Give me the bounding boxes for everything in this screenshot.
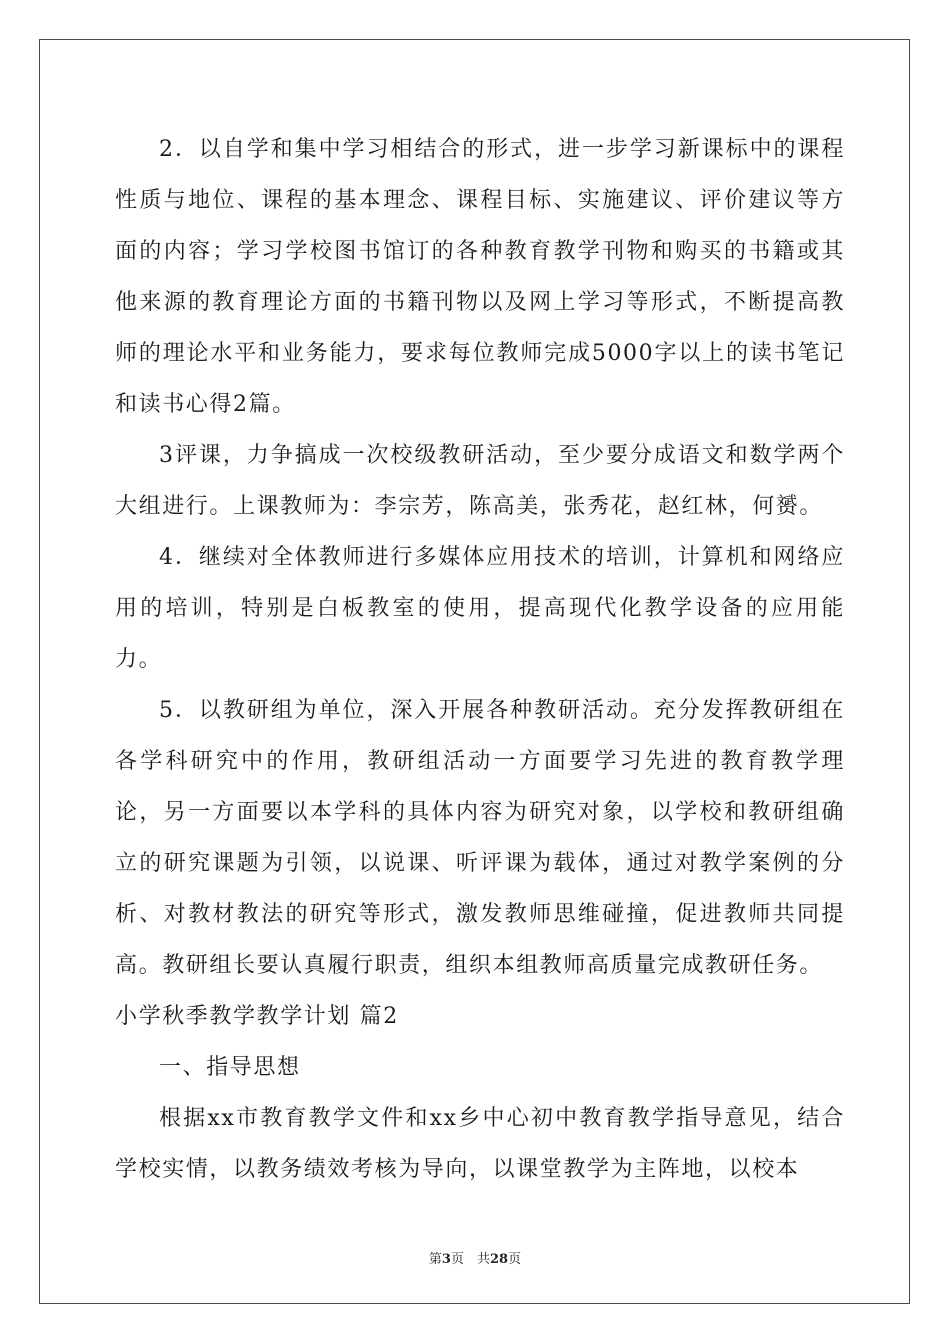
document-body [115,124,845,1195]
footer-page-current: 3 [441,1252,451,1267]
paragraph-lesson-review: 3评课，力争搞成一次校级教研活动，至少要分成语文和数学两个大组进行。上课教师为：李宗芳，陈高美，张秀花，赵红林，何赟。 [115,443,845,519]
paragraph-research-groups: 5．以教研组为单位，深入开展各种教研活动。充分发挥教研组在各学科研究中的作用，教研组活动一方面要学习先进的教育教学理论，另一方面要以本学科的具体内容为研究对象，以学校和教研组确立的研究课题为引领，以说课、听评课为载体，通过对教学案例的分析、对教材教法的研究等形式，激发教师思维碰撞，促进教师共同提高。教研组长要认真履行职责，组织本组教师高质量完成教研任务。 [115,698,845,978]
footer-page-prefix: 第 [428,1252,442,1267]
paragraph-study-form: 2．以自学和集中学习相结合的形式，进一步学习新课标中的课程性质与地位、课程的基本理念、课程目标、实施建议、评价建议等方面的内容；学习学校图书馆订的各种教育教学刊物和购买的书籍或其他来源的教育理论方面的书籍刊物以及网上学习等形式，不断提高教师的理论水平和业务能力，要求每位教师完成5000字以上的读书笔记和读书心得2篇。 [115,137,845,417]
footer-page-mid: 页 共 [450,1252,490,1267]
subsection-title: 一、指导思想 [159,1055,301,1080]
footer-page-total: 28 [489,1252,509,1267]
footer-page-suffix: 页 [508,1252,522,1267]
section-title: 小学秋季教学教学计划 篇2 [115,1004,399,1029]
paragraph-multimedia-training: 4．继续对全体教师进行多媒体应用技术的培训，计算机和网络应用的培训，特别是白板教室的使用，提高现代化教学设备的应用能力。 [115,545,845,672]
page-footer [0,1248,950,1267]
paragraph-guiding-thought: 根据xx市教育教学文件和xx乡中心初中教育教学指导意见，结合学校实情，以教务绩效考核为导向，以课堂教学为主阵地，以校本 [115,1106,845,1182]
